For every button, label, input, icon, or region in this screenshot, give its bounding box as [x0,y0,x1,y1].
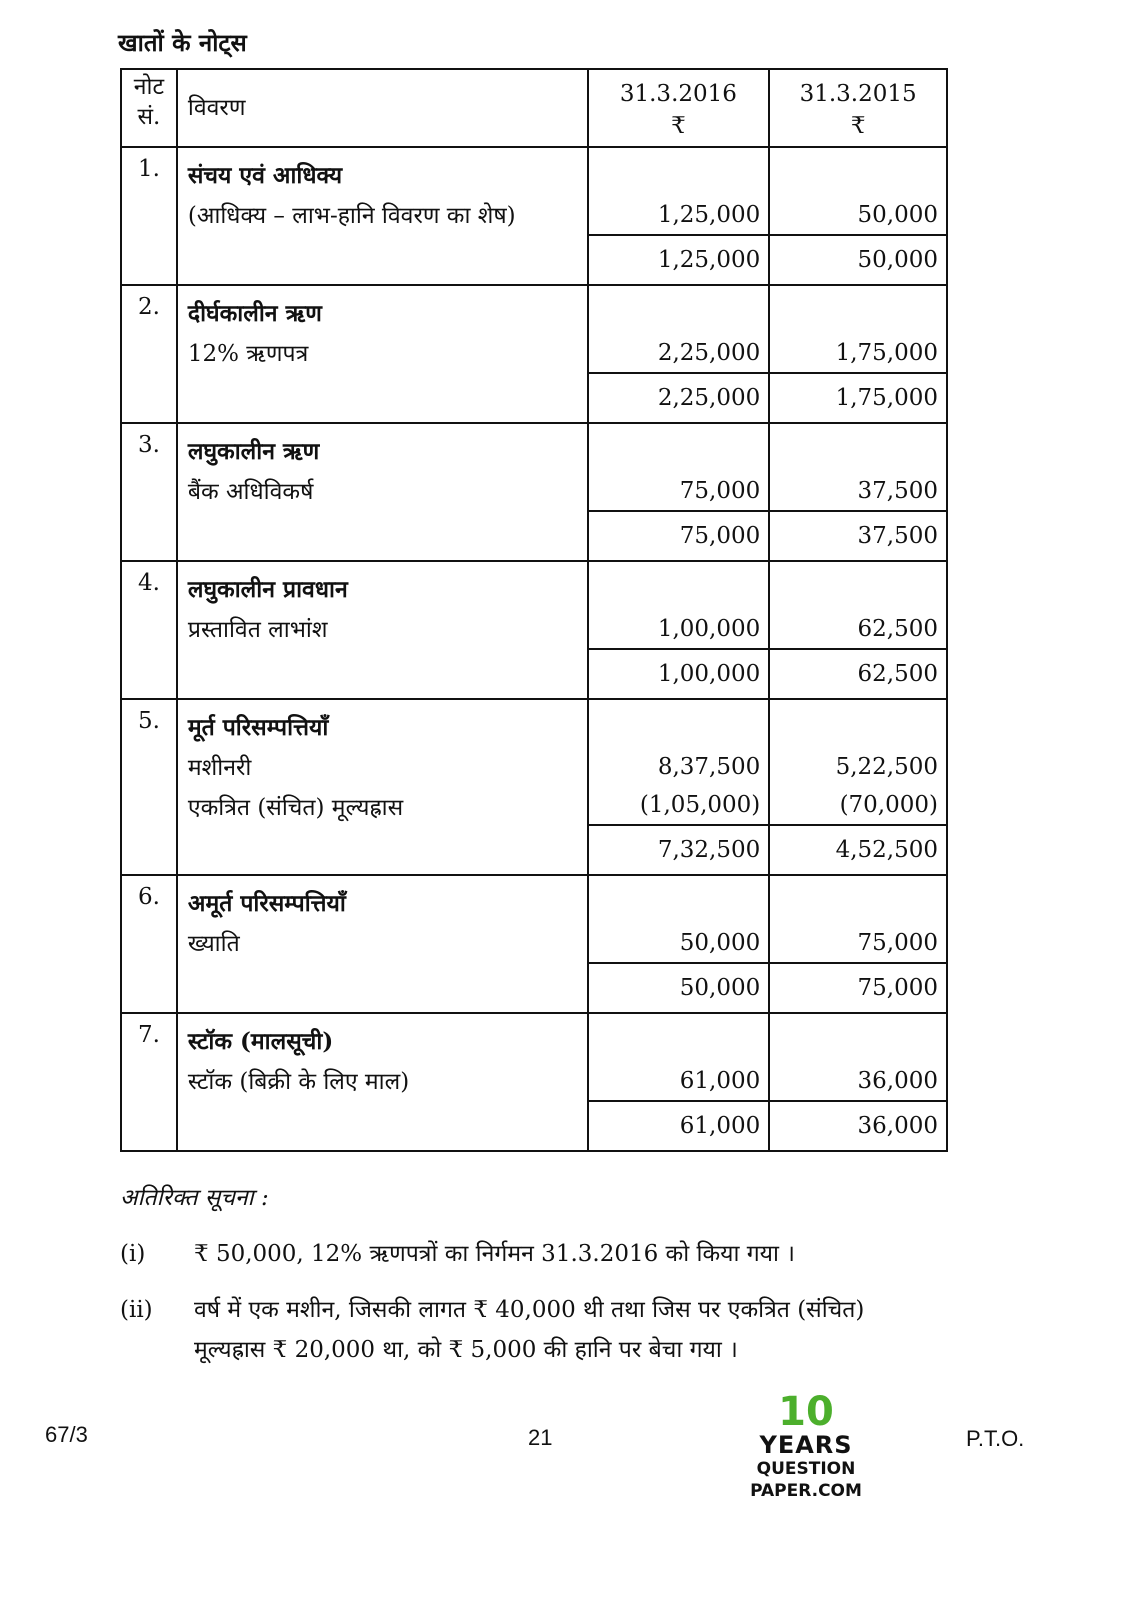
amount-value: 8,37,500 [657,754,761,780]
amount-2016 [588,875,770,1013]
amount-2015 [769,1013,947,1151]
note-description [177,1013,588,1151]
additional-info-item-1 [120,1236,795,1268]
note-row [121,875,947,1013]
amount-value: 2,25,000 [657,340,761,366]
note-line: (आधिक्य – लाभ-हानि विवरण का शेष) [187,203,516,229]
amount-2016 [588,147,770,285]
amount-value: 50,000 [857,202,938,228]
amount-value: 1,00,000 [657,616,761,642]
notes-table-body [121,69,947,1151]
amount-value: 75,000 [679,478,761,504]
header-year-2016 [588,69,770,147]
note-row [121,285,947,423]
note-description [177,423,588,561]
amount-total: 1,00,000 [589,648,769,698]
note-row [121,699,947,875]
note-number: 7. [121,1013,177,1151]
amount-value: 1,25,000 [657,202,761,228]
note-description [177,875,588,1013]
note-number: 5. [121,699,177,875]
amount-total: 1,75,000 [770,372,946,422]
amount-2016 [588,699,770,875]
note-heading: मूर्त परिसम्पत्तियाँ [187,714,329,741]
amount-2016 [588,1013,770,1151]
note-row [121,423,947,561]
note-line: प्रस्तावित लाभांश [187,617,328,643]
item-text: वर्ष में एक मशीन, जिसकी लागत ₹ 40,000 थी तथा जिस पर एकत्रित (संचित) [194,1297,865,1323]
note-description [177,147,588,285]
page-title: खातों के नोट्स [118,28,247,57]
additional-info-item-2 [120,1292,864,1324]
item-roman: (ii) [120,1297,153,1323]
additional-info-title: अतिरिक्त सूचना : [120,1185,269,1211]
note-number: 1. [121,147,177,285]
logo-years: YEARS [759,1431,853,1459]
header-year-2015 [769,69,947,147]
page-number: 21 [528,1425,553,1450]
note-heading: संचय एवं आधिक्य [187,162,343,189]
note-line: एकत्रित (संचित) मूल्यह्रास [187,795,404,821]
amount-total: 75,000 [589,510,769,560]
note-row [121,561,947,699]
amount-total: 62,500 [770,648,946,698]
amount-2016 [588,285,770,423]
additional-info-item-2-cont [194,1332,738,1364]
amount-2015 [769,147,947,285]
paper-code: 67/3 [45,1422,88,1447]
note-line: मशीनरी [187,755,252,781]
site-logo [716,1389,896,1502]
note-number: 2. [121,285,177,423]
note-heading: अमूर्त परिसम्पत्तियाँ [187,890,346,917]
amount-2015 [769,285,947,423]
amount-total: 37,500 [770,510,946,560]
note-description [177,699,588,875]
amount-value: 61,000 [679,1068,761,1094]
amount-2015 [769,561,947,699]
amount-total: 61,000 [589,1100,769,1150]
amount-value: 37,500 [857,478,938,504]
amount-total: 50,000 [589,962,769,1012]
pto-label: P.T.O. [966,1426,1025,1451]
logo-site: QUESTION PAPER.COM [750,1459,862,1501]
amount-2016 [588,423,770,561]
amount-total: 1,25,000 [589,234,769,284]
amount-total: 7,32,500 [589,824,769,874]
amount-value: 50,000 [679,930,761,956]
amount-total: 36,000 [770,1100,946,1150]
amount-2016 [588,561,770,699]
logo-number: 10 [778,1389,834,1435]
amount-value: 36,000 [857,1068,938,1094]
notes-table [120,68,948,1152]
amount-value: (1,05,000) [639,792,761,818]
amount-value: 5,22,500 [835,754,938,780]
amount-2015 [769,699,947,875]
note-line: ख्याति [187,931,240,957]
header-year-2016-currency: ₹ [671,113,686,139]
note-row [121,147,947,285]
amount-value: 75,000 [857,930,938,956]
note-line: 12% ऋणपत्र [187,341,309,367]
amount-value: 1,75,000 [835,340,938,366]
note-heading: दीर्घकालीन ऋण [187,300,322,327]
amount-total: 75,000 [770,962,946,1012]
note-heading: स्टॉक (मालसूची) [187,1028,334,1055]
note-number: 3. [121,423,177,561]
note-row [121,1013,947,1151]
amount-total: 50,000 [770,234,946,284]
header-year-2016-date: 31.3.2016 [619,81,737,107]
note-line: बैंक अधिविकर्ष [187,479,314,505]
amount-value: (70,000) [839,792,938,818]
amount-2015 [769,423,947,561]
note-heading: लघुकालीन ऋण [187,438,320,465]
table-header-row [121,69,947,147]
note-number: 4. [121,561,177,699]
header-year-2015-date: 31.3.2015 [799,81,917,107]
amount-value: 62,500 [857,616,938,642]
note-description [177,561,588,699]
note-heading: लघुकालीन प्रावधान [187,576,348,603]
item-text: मूल्यह्रास ₹ 20,000 था, को ₹ 5,000 की हानि पर बेचा गया । [194,1337,738,1363]
header-description: विवरण [177,69,588,147]
header-note-no: नोट सं. [121,69,177,147]
note-line: स्टॉक (बिक्री के लिए माल) [187,1069,410,1095]
note-description [177,285,588,423]
amount-2015 [769,875,947,1013]
note-number: 6. [121,875,177,1013]
item-roman: (i) [120,1241,146,1267]
amount-total: 4,52,500 [770,824,946,874]
amount-total: 2,25,000 [589,372,769,422]
header-year-2015-currency: ₹ [850,113,866,139]
item-text: ₹ 50,000, 12% ऋणपत्रों का निर्गमन 31.3.2016 को किया गया । [194,1241,795,1267]
